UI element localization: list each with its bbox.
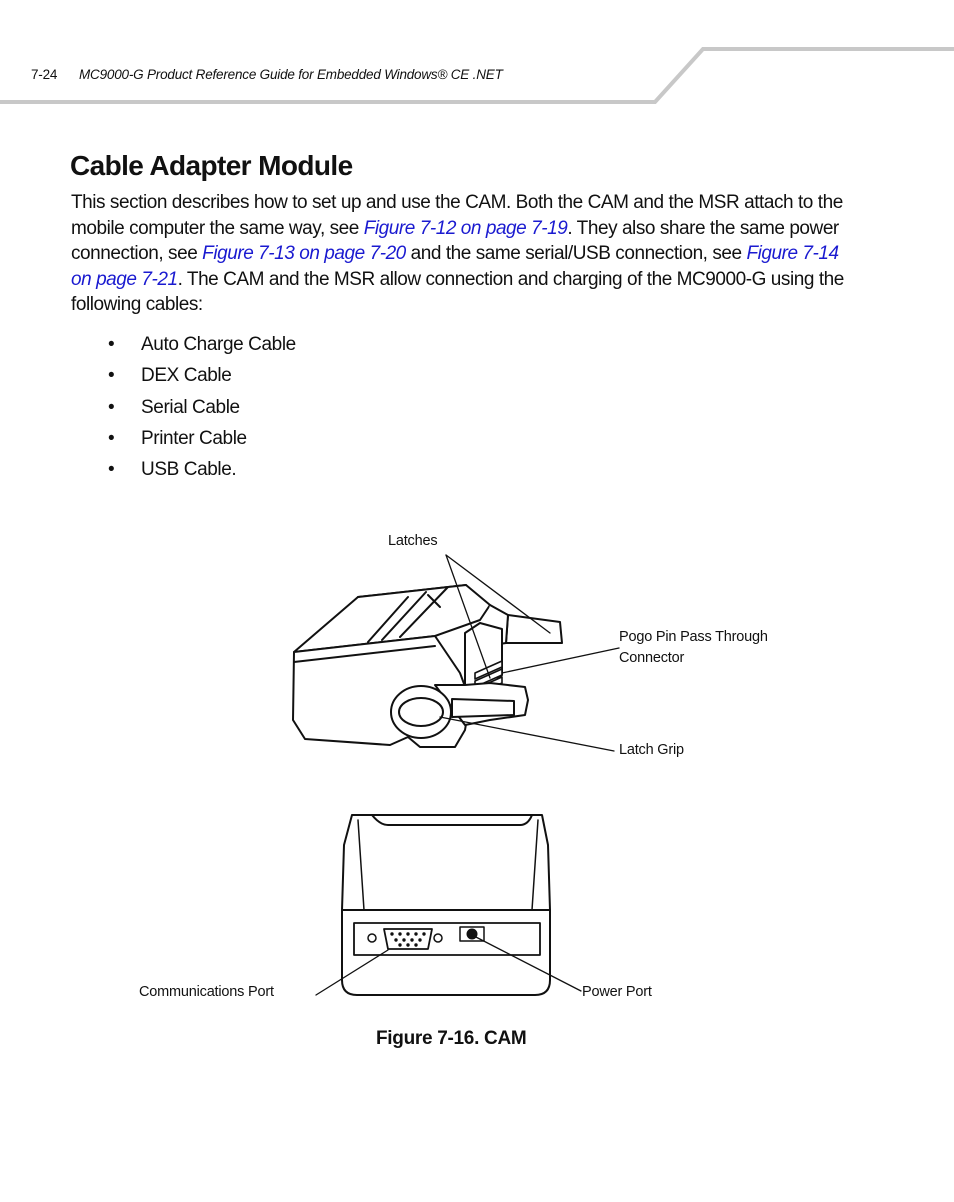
cam-rear-view bbox=[316, 815, 581, 995]
paragraph-text: This section describes how to set up and use the CAM. Both the CAM and the MSR attach to the mobile computer the same way, see bbox=[71, 192, 843, 239]
page-header bbox=[0, 0, 954, 110]
cable-list-item bbox=[108, 426, 296, 457]
cross-reference-link[interactable]: Figure 7-12 on page 7-19 bbox=[363, 217, 568, 239]
intro-paragraph bbox=[71, 190, 861, 318]
bullet-icon: • bbox=[108, 427, 115, 449]
cross-reference-link[interactable]: Figure 7-13 on page 7-20 bbox=[202, 243, 406, 265]
bullet-icon: • bbox=[108, 365, 115, 387]
paragraph-text: . They also share the same power connection, see bbox=[71, 217, 839, 265]
cam-side-view bbox=[293, 555, 619, 751]
latches-label: Latches bbox=[388, 533, 438, 549]
paragraph-text: . The CAM and the MSR allow connection and charging of the MC9000-G using the following cables: bbox=[71, 268, 844, 316]
cable-list-item bbox=[108, 457, 296, 488]
pogo-pin-label-line2: Connector bbox=[619, 650, 685, 666]
communications-port-label: Communications Port bbox=[139, 984, 274, 1000]
latch-grip-label: Latch Grip bbox=[619, 742, 684, 758]
cable-list-item bbox=[108, 363, 296, 394]
bullet-icon: • bbox=[108, 396, 115, 418]
cable-list bbox=[108, 332, 296, 488]
cable-name: Auto Charge Cable bbox=[141, 334, 296, 355]
section-title: Cable Adapter Module bbox=[70, 150, 353, 181]
cable-name: Printer Cable bbox=[141, 427, 247, 449]
pogo-pin-label-line1: Pogo Pin Pass Through bbox=[619, 629, 768, 645]
cable-name: USB Cable. bbox=[141, 459, 237, 481]
guide-title: MC9000-G Product Reference Guide for Embedded Windows® CE .NET bbox=[79, 67, 503, 82]
bullet-icon: • bbox=[108, 334, 115, 355]
cross-reference-link[interactable]: Figure 7-14 on page 7-21 bbox=[71, 243, 839, 290]
paragraph-text: and the same serial/USB connection, see bbox=[405, 243, 747, 265]
cam-figure bbox=[130, 525, 830, 1065]
figure-caption: Figure 7-16. CAM bbox=[376, 1028, 527, 1049]
header-rule bbox=[0, 0, 954, 110]
cable-name: Serial Cable bbox=[141, 396, 240, 418]
cable-list-item bbox=[108, 395, 296, 426]
cable-list-item bbox=[108, 332, 296, 363]
page-number: 7-24 bbox=[31, 67, 58, 82]
bullet-icon: • bbox=[108, 459, 115, 481]
power-port-label: Power Port bbox=[582, 984, 652, 1000]
cable-name: DEX Cable bbox=[141, 365, 232, 387]
